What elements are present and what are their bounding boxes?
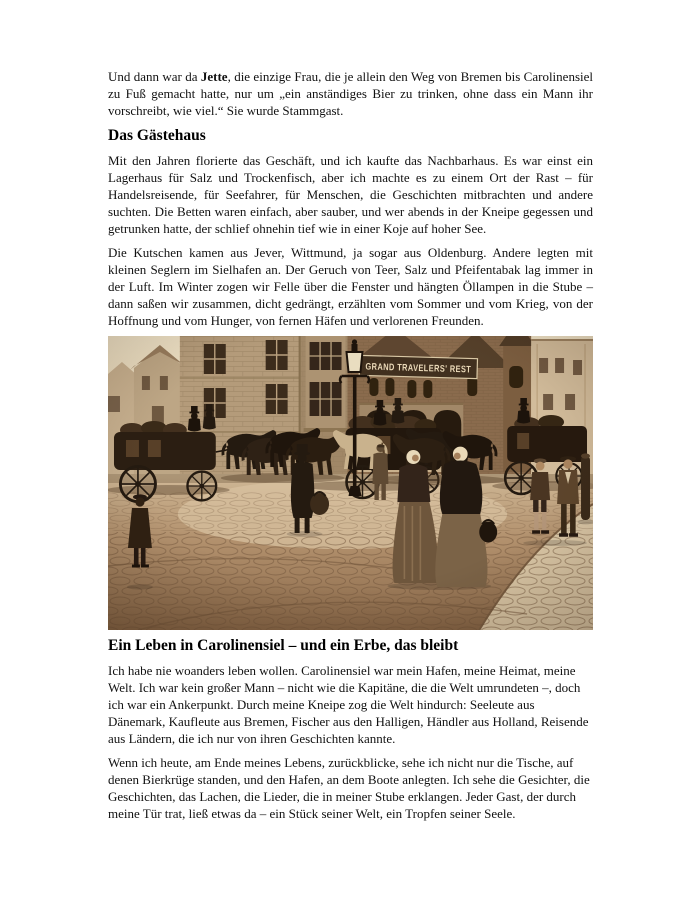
paragraph-jette-bold: Jette	[200, 69, 228, 84]
paragraph-jette-after: , die einzige Frau, die je allein den Weg von Bremen bis Carolinensiel zu Fuß gemacht hatte, nur um „ein anständiges Bier zu trinken, ohne dass ein Mann ihr vorschreibt, wie viel.“ Sie wurde Stammgast.	[108, 69, 593, 118]
heading-leben: Ein Leben in Carolinensiel – und ein Erbe, das bleibt	[108, 637, 459, 654]
paragraph-rueckblick: Wenn ich heute, am Ende meines Lebens, zurückblicke, sehe ich nicht nur die Tische, auf denen Bierkrüge standen, und den Hafen, an dem Boote anlegten. Ich sehe die Gesichter, die Geschichten, das Lachen, die Lieder, die in meiner Stube erklangen. Jeder Gast, der durch meine Tür trat, ließ etwas da – ein Stück seiner Welt, ein Tropfen seiner Seele.	[108, 755, 590, 821]
paragraph-geschaeft: Mit den Jahren florierte das Geschäft, und ich kaufte das Nachbarhaus. Es war einst ein Lagerhaus für Salz und Trockenfisch, aber ich machte es zu einem Ort der Rast – für Handelsreisende, für Seefahrer, für Menschen, die Geschichten mitbrachten und andere suchten. Die Betten waren einfach, aber sauber, und wer abends in der Kneipe gegessen und getrunken hatte, der schlief ohnehin tief wie in einer Koje auf hoher See.	[108, 153, 593, 236]
heading-gaestehaus: Das Gästehaus	[108, 127, 206, 144]
paragraph-jette-before: Und dann war da	[108, 69, 201, 84]
paragraph-leben: Ich habe nie woanders leben wollen. Carolinensiel war mein Hafen, meine Heimat, meine Welt. Ich war kein großer Mann – nicht wie die Kapitäne, die die Welt umrundeten –, doch ich war ein Ankerpunkt. Durch meine Kneipe zog die Welt hindurch: Seeleute aus Dänemark, Kaufleute aus Bremen, Fischer aus den Halligen, Händler aus Holland, Reisende aus Ländern, die ich nur von ihren Geschichten kannte.	[108, 663, 589, 746]
photo-vignette	[108, 336, 593, 630]
paragraph-kutschen: Die Kutschen kamen aus Jever, Wittmund, ja sogar aus Oldenburg. Andere legten mit kleinen Seglern im Sielhafen an. Der Geruch von Teer, Salz und Pfeifentabak lag immer in der Luft. Im Winter zogen wir Felle über die Fenster und hängten Öllampen in die Stube – dann saßen wir zusammen, dicht gedrängt, erzählten vom Sommer und vom Krieg, von der Hoffnung und vom Hunger, von fernen Häfen und verlorenen Freunden.	[108, 245, 593, 328]
street-photograph	[108, 336, 593, 630]
paragraph-jette	[108, 68, 593, 119]
